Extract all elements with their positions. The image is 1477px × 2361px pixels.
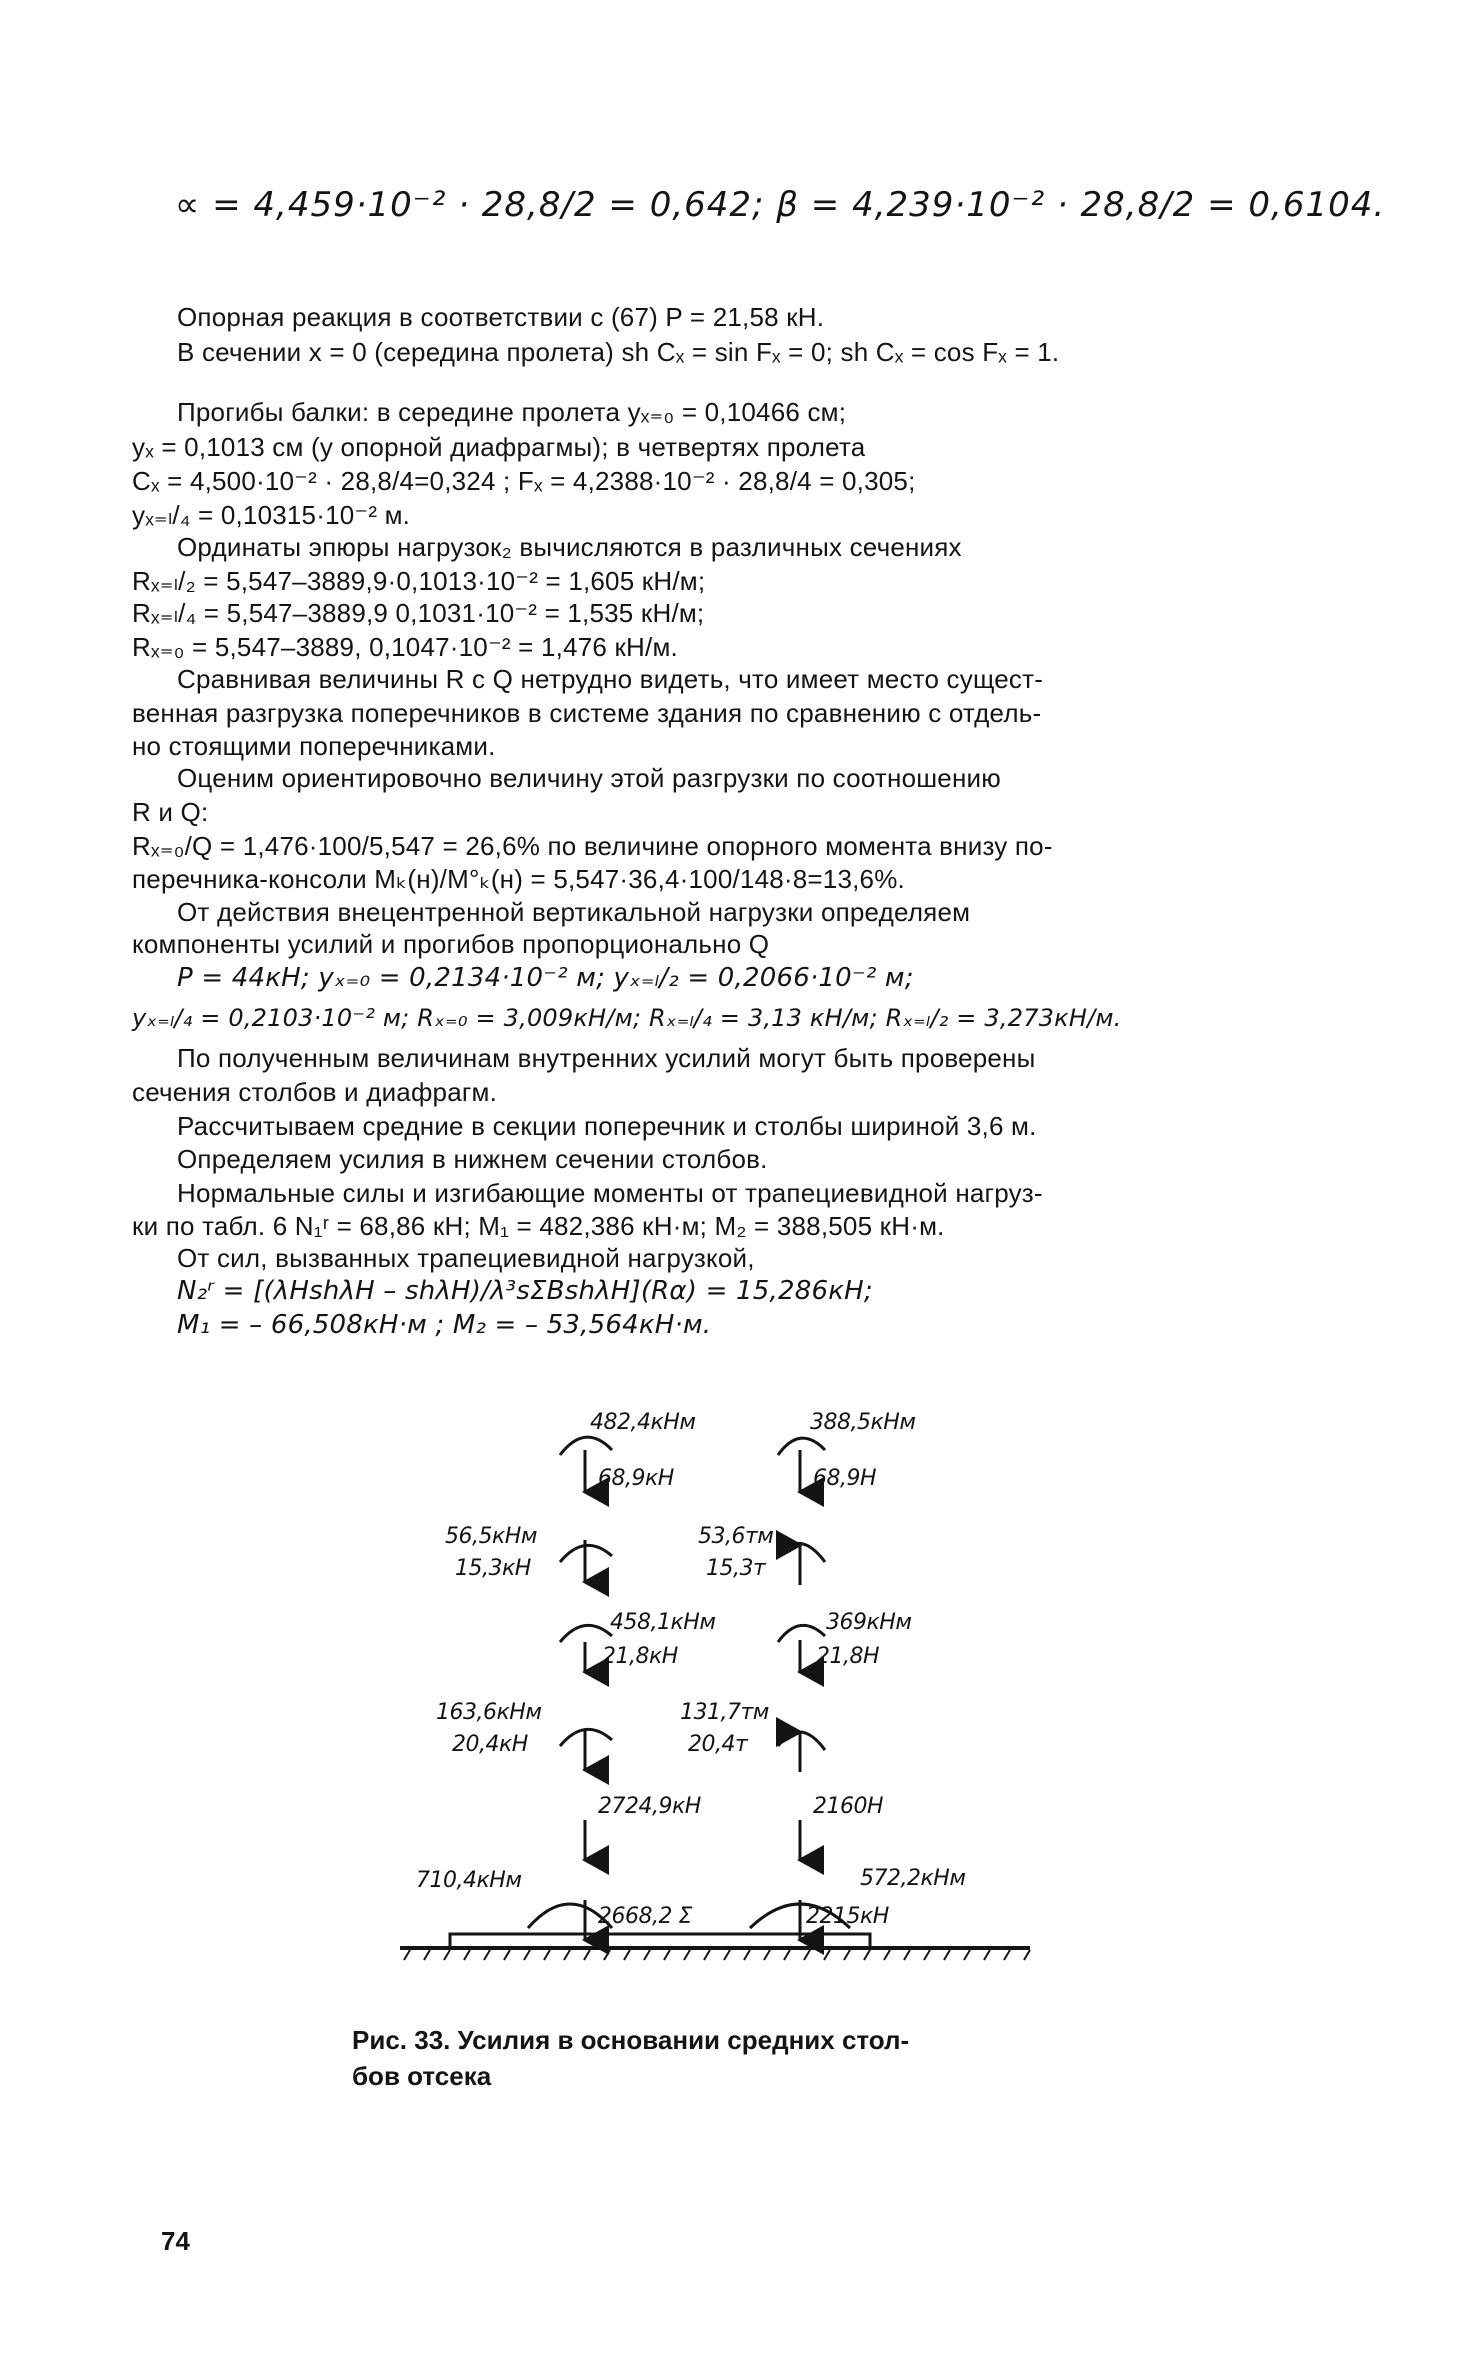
label-base-left-force: 2668,2 Σ — [598, 1904, 692, 1929]
label-r3-right-moment: 369кНм — [826, 1610, 912, 1635]
label-r2-left-moment: 56,5кНм — [445, 1524, 537, 1549]
text-line-18: От действия внецентренной вертикальной нагрузки определяем — [177, 897, 971, 927]
label-top-left-force: 68,9кН — [598, 1466, 674, 1491]
label-r3-left-moment: 458,1кНм — [610, 1610, 716, 1635]
label-r2-left-force: 15,3кН — [455, 1556, 531, 1581]
text-line-15: R и Q: — [132, 797, 209, 827]
ground-hatching — [404, 1950, 1030, 1960]
label-top-right-moment: 388,5кНм — [810, 1410, 916, 1435]
label-r5-right-force: 2160Н — [813, 1794, 884, 1819]
moment-arc-right-3 — [778, 1625, 825, 1642]
label-r4-left-force: 20,4кН — [452, 1732, 528, 1757]
text-line-9: Rₓ₌ₗ/₄ = 5,547–3889,9 0,1031·10⁻² = 1,535 кН/м; — [132, 598, 705, 628]
label-r2-right-force: 15,3т — [706, 1556, 766, 1581]
text-line-10: Rₓ₌₀ = 5,547–3889, 0,1047·10⁻² = 1,476 кН/м. — [132, 632, 678, 662]
text-line-3: Прогибы балки: в середине пролета yₓ₌₀ = 0,10466 см; — [177, 397, 847, 427]
figure-caption — [352, 2022, 1112, 2094]
label-r5-left-force: 2724,9кН — [598, 1794, 701, 1819]
label-r2-right-moment: 53,6тм — [698, 1524, 774, 1549]
text-line-28: От сил, вызванных трапециевидной нагрузкой, — [177, 1243, 755, 1273]
label-r3-left-force: 21,8кН — [602, 1644, 678, 1669]
text-line-13: но стоящими поперечниками. — [132, 731, 496, 761]
force-diagram — [380, 1410, 1060, 1970]
text-line-5: Cₓ = 4,500·10⁻² · 28,8/4=0,324 ; Fₓ = 4,2388·10⁻² · 28,8/4 = 0,305; — [132, 466, 916, 496]
moment-arc-left-3 — [560, 1625, 612, 1642]
label-base-right-moment: 572,2кНм — [860, 1866, 966, 1891]
label-r4-left-moment: 163,6кНм — [436, 1700, 542, 1725]
label-r3-right-force: 21,8Н — [816, 1644, 880, 1669]
text-line-30: M₁ = – 66,508кН·м ; M₂ = – 53,564кН·м. — [177, 1310, 712, 1340]
text-line-7: Ординаты эпюры нагрузок₂ вычисляются в различных сечениях — [177, 532, 962, 562]
text-line-14: Оценим ориентировочно величину этой разгрузки по соотношению — [177, 763, 1001, 793]
text-line-11: Сравнивая величины R с Q нетрудно видеть, что имеет место сущест- — [177, 664, 1044, 694]
text-line-12: венная разгрузка поперечников в системе здания по сравнению с отдель- — [132, 698, 1042, 728]
foundation-slab — [450, 1934, 870, 1948]
text-line-16: Rₓ₌₀/Q = 1,476·100/5,547 = 26,6% по величине опорного момента внизу по- — [132, 831, 1053, 861]
text-line-29: N₂ʳ = [(λHshλH – shλH)/λ³sΣBshλH](Rα) = 15,286кН; — [177, 1276, 873, 1306]
text-line-2: В сечении x = 0 (середина пролета) sh Cₓ = sin Fₓ = 0; sh Cₓ = cos Fₓ = 1. — [177, 337, 1060, 367]
text-line-20: P = 44кН; yₓ₌₀ = 0,2134·10⁻² м; yₓ₌ₗ/₂ = 0,2066·10⁻² м; — [177, 963, 914, 993]
figure-caption-text: Рис. 33. Усилия в основании средних стол- бов отсека — [352, 2025, 910, 2091]
text-line-6: yₓ₌ₗ/₄ = 0,10315·10⁻² м. — [132, 500, 411, 530]
label-base-left-moment: 710,4кНм — [416, 1868, 522, 1893]
text-line-27: ки по табл. 6 N₁ʳ = 68,86 кН; M₁ = 482,386 кН·м; M₂ = 388,505 кН·м. — [132, 1211, 945, 1241]
text-line-1: Опорная реакция в соответствии с (67) P = 21,58 кН. — [177, 302, 825, 332]
label-r4-right-moment: 131,7тм — [680, 1700, 769, 1725]
text-line-17: перечника-консоли Mₖ(н)/M°ₖ(н) = 5,547·36,4·100/148·8=13,6%. — [132, 864, 905, 894]
text-line-23: сечения столбов и диафрагм. — [132, 1077, 498, 1107]
text-line-25: Определяем усилия в нижнем сечении столбов. — [177, 1144, 768, 1174]
label-top-right-force: 68,9Н — [813, 1466, 877, 1491]
text-line-24: Рассчитываем средние в секции поперечник и столбы шириной 3,6 м. — [177, 1111, 1037, 1141]
text-line-19: компоненты усилий и прогибов пропорционально Q — [132, 929, 770, 959]
formula-alpha-beta: ∝ = 4,459·10⁻² · 28,8/2 = 0,642; β = 4,239·10⁻² · 28,8/2 = 0,6104. — [175, 185, 1386, 225]
label-r4-right-force: 20,4т — [688, 1732, 748, 1757]
label-top-left-moment: 482,4кНм — [590, 1410, 696, 1435]
page-number: 74 — [161, 2226, 190, 2256]
text-line-8: Rₓ₌ₗ/₂ = 5,547–3889,9·0,1013·10⁻² = 1,605 кН/м; — [132, 566, 706, 596]
text-line-22: По полученным величинам внутренних усилий могут быть проверены — [177, 1043, 1036, 1073]
text-line-26: Нормальные силы и изгибающие моменты от трапециевидной нагруз- — [177, 1178, 1043, 1208]
label-base-right-force: 2215кН — [806, 1904, 889, 1929]
text-line-4: yₓ = 0,1013 см (у опорной диафрагмы); в четвертях пролета — [132, 432, 866, 462]
text-line-21: yₓ₌ₗ/₄ = 0,2103·10⁻² м; Rₓ₌₀ = 3,009кН/м; Rₓ₌ₗ/₄ = 3,13 кН/м; Rₓ₌ₗ/₂ = 3,273кН/м. — [132, 1004, 1122, 1032]
